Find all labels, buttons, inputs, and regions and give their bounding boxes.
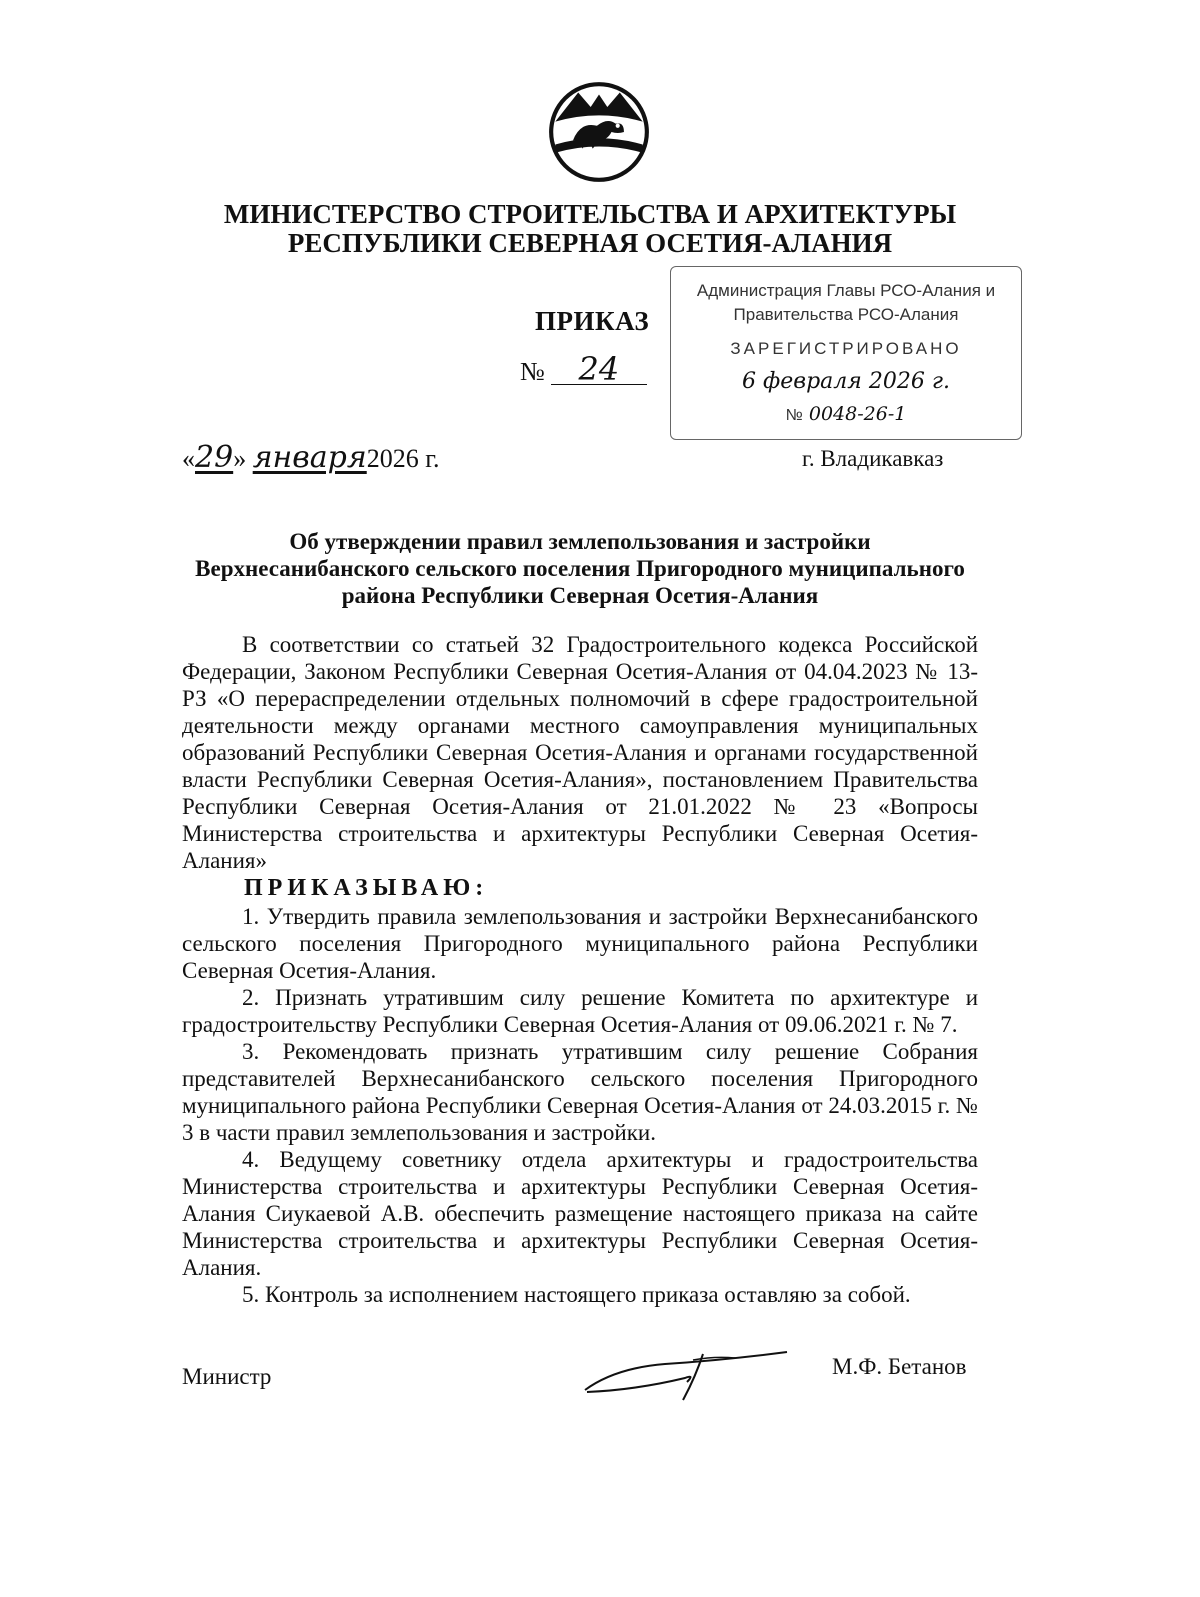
preamble-text: В соответствии со статьей 32 Градостроительного кодекса Российской Федерации, Законом Республики Северная Осетия-Алания от 04.04.2023 № 13-РЗ «О перераспределении отдельных полномочий в сфере градостроительной деятельности между органами местного самоуправления муниципальных образований Республики Северная Осетия-Алания и органами государственной власти Республики Северная Осетия-Алания», постановлением Правительства Республики Северная Осетия-Алания от 21.01.2022 № 23 «Вопросы Министерства строительства и архитектуры Республики Северная Осетия-Алания» <box>182 632 978 873</box>
order-item-4: 4. Ведущему советнику отдела архитектуры и градостроительства Министерства строительства и архитектуры Республики Северная Осетия-Алания Сиукаевой А.В. обеспечить размещение настоящего приказа на сайте Министерства строительства и архитектуры Республики Северная Осетия-Алания. <box>182 1147 978 1280</box>
stamp-date: 6 февраля 2026 г. <box>742 369 950 394</box>
order-number-line <box>520 350 647 388</box>
order-items <box>182 903 978 1308</box>
order-item-1: 1. Утвердить правила землепользования и застройки Верхнесанибанского сельского поселения Пригородного муниципального района Республики Северная Осетия-Алания. <box>182 904 978 983</box>
document-title <box>180 528 980 609</box>
date-month: января <box>252 440 367 475</box>
city: г. Владикавказ <box>802 446 944 471</box>
date-day: 29 <box>195 440 234 475</box>
signatory-position: Министр <box>182 1364 272 1389</box>
ministry-header <box>150 200 1030 258</box>
order-item-5: 5. Контроль за исполнением настоящего приказа оставляю за собой. <box>242 1282 911 1307</box>
stamp-line1: Администрация Главы РСО-Алания и <box>696 281 996 300</box>
stamp-reg-number: 0048-26-1 <box>808 403 907 425</box>
stamp-reg-prefix: № <box>785 407 803 424</box>
stamp-line2: Правительства РСО-Алания <box>733 305 959 324</box>
order-item-2: 2. Признать утратившим силу решение Комитета по архитектуре и градостроительству Республики Северная Осетия-Алания от 09.06.2021 г. № 7. <box>182 985 978 1037</box>
registration-stamp <box>670 266 1022 440</box>
title-line3: района Республики Северная Осетия-Алания <box>341 583 819 608</box>
stamp-reg-number-line <box>671 403 1021 425</box>
preamble <box>182 631 978 874</box>
handwritten-signature <box>575 1338 795 1408</box>
order-item-3: 3. Рекомендовать признать утратившим силу решение Собрания представителей Верхнесанибанского сельского поселения Пригородного муниципального района Республики Северная Осетия-Алания от 24.03.2015 г. № 3 в части правил землепользования и застройки. <box>182 1039 978 1145</box>
ministry-name-line2: РЕСПУБЛИКИ СЕВЕРНАЯ ОСЕТИЯ-АЛАНИЯ <box>287 228 893 258</box>
order-word: ПРИКАЗЫВАЮ: <box>244 875 489 901</box>
coat-of-arms-emblem <box>547 80 651 184</box>
date-open-quote: « <box>182 444 195 473</box>
stamp-registered: ЗАРЕГИСТРИРОВАНО <box>730 339 962 358</box>
signatory-name: М.Ф. Бетанов <box>832 1354 967 1379</box>
title-line2: Верхнесанибанского сельского поселения Пригородного муниципального <box>195 556 965 581</box>
title-line1: Об утверждении правил землепользования и застройки <box>289 529 871 554</box>
ministry-name-line1: МИНИСТЕРСТВО СТРОИТЕЛЬСТВА И АРХИТЕКТУРЫ <box>223 199 957 229</box>
date-close-quote: » <box>233 444 247 473</box>
number-sign: № <box>520 357 545 386</box>
order-title: ПРИКАЗ <box>535 306 650 336</box>
order-date <box>182 440 439 475</box>
date-year: 2026 г. <box>366 444 440 473</box>
order-number: 24 <box>551 354 647 385</box>
